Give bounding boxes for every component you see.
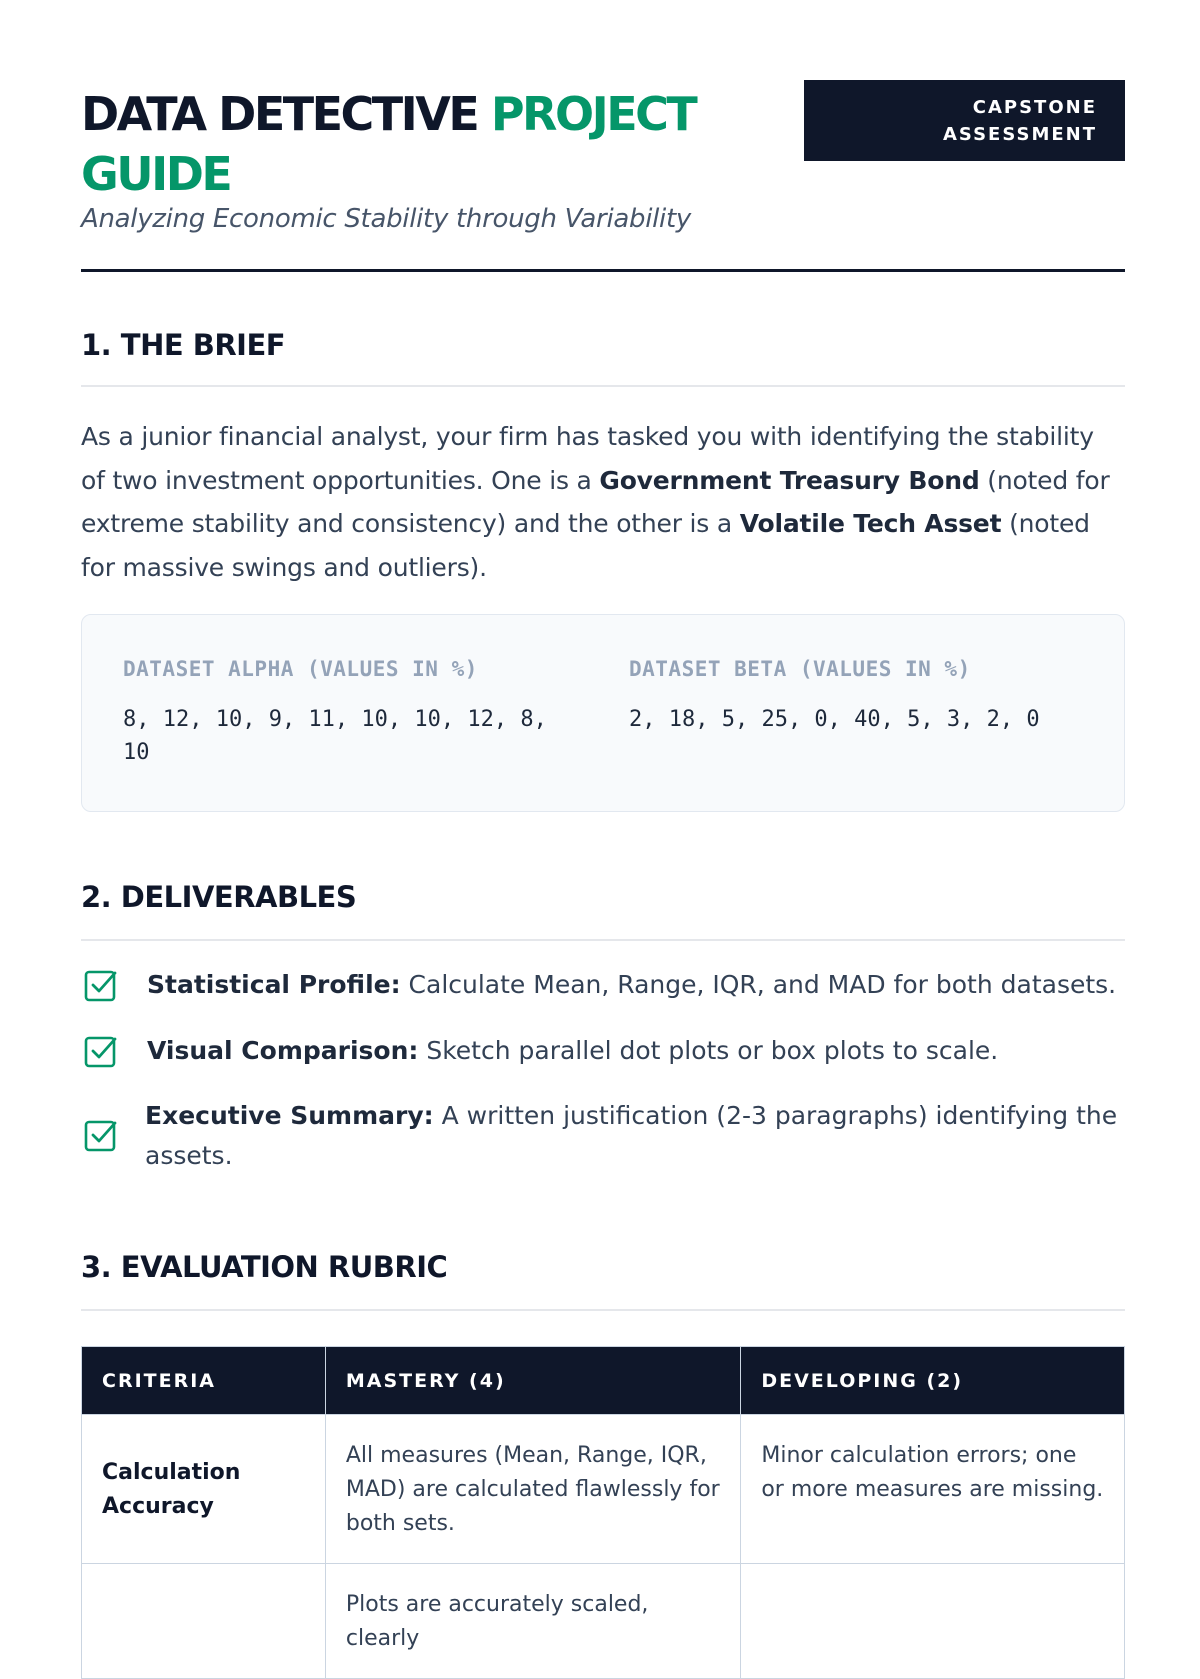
title-accent: PROJECT GUIDE (81, 87, 696, 201)
deliverable-label: Visual Comparison: (147, 1036, 419, 1065)
badge-line-2: ASSESSMENT (942, 124, 1097, 145)
dataset-beta (629, 657, 1089, 736)
developing-cell (741, 1564, 1125, 1679)
deliverable-description: Sketch parallel dot plots or box plots to scale. (418, 1036, 999, 1065)
brief-paragraph (81, 415, 1125, 589)
rubric-table (81, 1346, 1125, 1679)
criteria-cell: Calculation Accuracy (82, 1415, 326, 1564)
page-title (81, 84, 731, 204)
brief-text-3: (noted for massive swings and outliers). (81, 509, 1090, 582)
deliverable-text (147, 965, 1116, 1005)
page-subtitle: Analyzing Economic Stability through Variability (81, 204, 691, 234)
capstone-badge (804, 80, 1125, 161)
table-header-row (82, 1347, 1125, 1415)
title-main: DATA DETECTIVE (81, 87, 491, 141)
rubric-heading: 3. EVALUATION RUBRIC (81, 1250, 1125, 1311)
deliverable-description: A written justification (2-3 paragraphs) identifying the assets. (145, 1101, 1118, 1170)
project-guide-page (81, 0, 1125, 1651)
deliverables-heading: 2. DELIVERABLES (81, 880, 1125, 941)
column-header-developing: DEVELOPING (2) (741, 1347, 1125, 1415)
deliverable-description: Calculate Mean, Range, IQR, and MAD for both datasets. (400, 970, 1117, 999)
deliverable-label: Statistical Profile: (147, 970, 401, 999)
table-row (82, 1415, 1125, 1564)
brief-bold-2: Volatile Tech Asset (739, 509, 1002, 538)
developing-cell: Minor calculation errors; one or more measures are missing. (741, 1415, 1125, 1564)
column-header-mastery: MASTERY (4) (325, 1347, 740, 1415)
deliverable-text (145, 1096, 1125, 1176)
dataset-alpha-values: 8, 12, 10, 9, 11, 10, 10, 12, 8, 10 (123, 707, 547, 765)
dataset-alpha (123, 657, 583, 769)
brief-bold-1: Government Treasury Bond (599, 465, 980, 495)
dataset-beta-values: 2, 18, 5, 25, 0, 40, 5, 3, 2, 0 (629, 707, 1040, 732)
dataset-alpha-label: DATASET ALPHA (VALUES IN %) (123, 657, 478, 681)
criteria-cell (82, 1564, 326, 1679)
deliverable-label: Executive Summary: (145, 1101, 434, 1130)
table-row (82, 1564, 1125, 1679)
brief-text-2: (noted for extreme stability and consistency) and the other is a (81, 465, 1110, 538)
datasets-box (81, 614, 1125, 812)
mastery-cell: Plots are accurately scaled, clearly (325, 1564, 740, 1679)
page-header (81, 0, 1125, 272)
column-header-criteria: CRITERIA (82, 1347, 326, 1415)
brief-text-1: As a junior financial analyst, your firm has tasked you with identifying the stability of two investment opportunities. One is a (81, 422, 1094, 495)
check-square-icon (84, 968, 118, 1002)
dataset-beta-label: DATASET BETA (VALUES IN %) (629, 657, 971, 681)
check-square-icon (84, 1118, 118, 1152)
brief-heading: 1. THE BRIEF (81, 328, 1125, 387)
mastery-cell: All measures (Mean, Range, IQR, MAD) are calculated flawlessly for both sets. (325, 1415, 740, 1564)
badge-line-1: CAPSTONE (972, 97, 1097, 118)
deliverable-text (147, 1031, 998, 1071)
check-square-icon (84, 1034, 118, 1068)
